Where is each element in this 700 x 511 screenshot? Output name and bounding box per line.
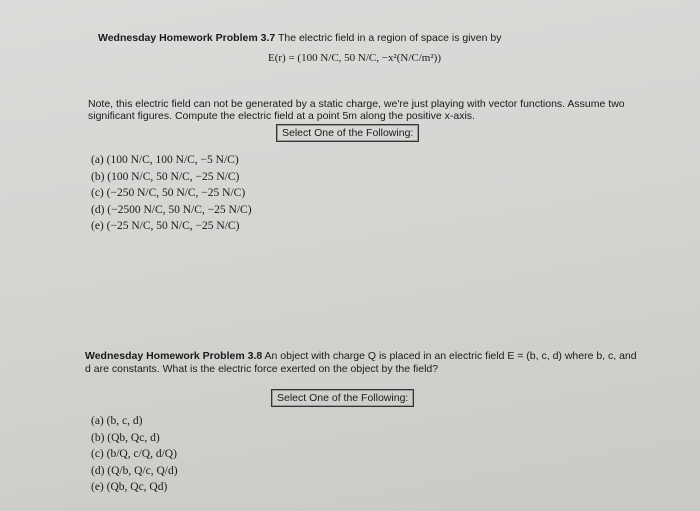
problem-3-8-options: [91, 413, 178, 496]
option-3-7-e[interactable]: (e) (−25 N/C, 50 N/C, −25 N/C): [91, 220, 240, 232]
option-3-8-c[interactable]: (c) (b/Q, c/Q, d/Q): [91, 448, 177, 460]
option-3-8-b[interactable]: (b) (Qb, Qc, d): [91, 431, 160, 444]
electric-field-equation: E(r) = (100 N/C, 50 N/C, −x²(N/C/m²)): [268, 52, 441, 64]
option-3-8-e[interactable]: (e) (Qb, Qc, Qd): [91, 481, 168, 493]
problem-3-8-text: An object with charge Q is placed in an electric field E = (b, c, d) where b, c, and d are constants. What is the electric force exerted on the object by the field?: [85, 350, 637, 375]
problem-3-8-statement: [85, 350, 645, 376]
option-3-8-d[interactable]: (d) (Q/b, Q/c, Q/d): [91, 464, 178, 477]
problem-3-8-heading: Wednesday Homework Problem 3.8: [85, 350, 263, 362]
problem-3-7-statement: [98, 32, 618, 45]
problem-3-7-text: The electric field in a region of space is given by: [277, 32, 502, 44]
problem-3-8-select-label: Select One of the Following:: [271, 389, 414, 407]
option-3-7-a[interactable]: (a) (100 N/C, 100 N/C, −5 N/C): [91, 154, 239, 166]
option-3-7-d[interactable]: (d) (−2500 N/C, 50 N/C, −25 N/C): [91, 203, 252, 216]
option-3-8-a[interactable]: (a) (b, c, d): [91, 415, 143, 427]
problem-3-7-heading: Wednesday Homework Problem 3.7: [98, 32, 276, 44]
option-3-7-b[interactable]: (b) (100 N/C, 50 N/C, −25 N/C): [91, 170, 240, 183]
problem-3-7-note: Note, this electric field can not be generated by a static charge, we're just playing with vector functions. Assume two significant figures. Compute the electric field at a point 5m along the positive x-axis.: [88, 98, 625, 122]
option-3-7-c[interactable]: (c) (−250 N/C, 50 N/C, −25 N/C): [91, 187, 246, 199]
problem-3-7-options: [91, 152, 252, 235]
problem-3-7-select-label: Select One of the Following:: [276, 124, 419, 142]
